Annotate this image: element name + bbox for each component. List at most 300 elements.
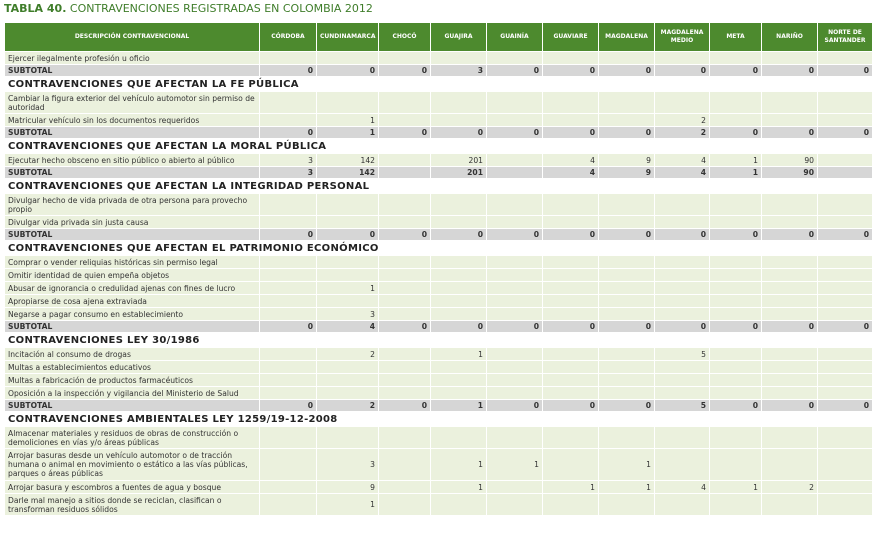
cell-value — [317, 256, 379, 269]
header-description: DESCRIPCIÓN CONTRAVENCIONAL — [5, 23, 260, 52]
cell-value: 2 — [655, 127, 710, 139]
cell-value: 9 — [317, 481, 379, 494]
cell-value — [260, 427, 317, 449]
cell-value: 1 — [543, 481, 599, 494]
cell-value — [543, 52, 599, 65]
cell-value — [379, 374, 431, 387]
cell-value: 0 — [710, 65, 762, 77]
subtotal-row — [5, 229, 873, 241]
cell-value — [317, 387, 379, 400]
cell-value: 4 — [655, 154, 710, 167]
cell-value — [762, 269, 818, 282]
cell-value — [762, 348, 818, 361]
table-row — [5, 269, 873, 282]
cell-value — [543, 114, 599, 127]
row-description: Multas a fabricación de productos farmacéuticos — [5, 374, 260, 387]
cell-value — [818, 481, 873, 494]
cell-value — [487, 295, 543, 308]
cell-value: 1 — [599, 481, 655, 494]
cell-value — [260, 494, 317, 516]
cell-value — [655, 427, 710, 449]
header-department: CÓRDOBA — [260, 23, 317, 52]
cell-value: 1 — [710, 154, 762, 167]
cell-value — [710, 308, 762, 321]
row-description: Abusar de ignorancia o credulidad ajenas con fines de lucro — [5, 282, 260, 295]
cell-value — [317, 216, 379, 229]
cell-value — [655, 374, 710, 387]
cell-value — [818, 449, 873, 481]
table-row — [5, 308, 873, 321]
section-title: CONTRAVENCIONES QUE AFECTAN LA MORAL PÚBLICA — [5, 139, 873, 154]
cell-value — [655, 269, 710, 282]
cell-value — [487, 269, 543, 282]
cell-value — [818, 92, 873, 114]
cell-value — [599, 295, 655, 308]
row-description: Comprar o vender reliquias históricas sin permiso legal — [5, 256, 260, 269]
cell-value: 0 — [543, 321, 599, 333]
cell-value — [487, 92, 543, 114]
cell-value — [260, 269, 317, 282]
subtotal-label: SUBTOTAL — [5, 167, 260, 179]
row-description: Divulgar hecho de vida privada de otra persona para provecho propio — [5, 194, 260, 216]
cell-value — [762, 256, 818, 269]
row-description: Almacenar materiales y residuos de obras de construcción o demoliciones en vías y/o áreas públicas — [5, 427, 260, 449]
cell-value — [543, 449, 599, 481]
table-number: TABLA 40. — [4, 2, 67, 15]
subtotal-row — [5, 321, 873, 333]
cell-value — [487, 282, 543, 295]
table-row — [5, 114, 873, 127]
section-title: CONTRAVENCIONES QUE AFECTAN EL PATRIMONIO ECONÓMICO — [5, 241, 873, 256]
cell-value: 0 — [599, 400, 655, 412]
cell-value — [710, 348, 762, 361]
cell-value — [762, 216, 818, 229]
cell-value — [543, 308, 599, 321]
cell-value — [379, 387, 431, 400]
cell-value — [431, 216, 487, 229]
cell-value: 4 — [317, 321, 379, 333]
cell-value — [543, 92, 599, 114]
cell-value: 5 — [655, 348, 710, 361]
cell-value — [379, 494, 431, 516]
cell-value: 1 — [487, 449, 543, 481]
cell-value — [487, 216, 543, 229]
cell-value — [655, 216, 710, 229]
cell-value — [379, 216, 431, 229]
cell-value: 2 — [317, 400, 379, 412]
cell-value: 4 — [543, 167, 599, 179]
cell-value: 0 — [762, 321, 818, 333]
cell-value — [599, 194, 655, 216]
cell-value: 1 — [317, 114, 379, 127]
cell-value: 0 — [599, 65, 655, 77]
cell-value: 1 — [317, 127, 379, 139]
cell-value — [431, 361, 487, 374]
subtotal-row — [5, 127, 873, 139]
cell-value: 3 — [260, 154, 317, 167]
cell-value: 0 — [487, 321, 543, 333]
cell-value: 0 — [762, 400, 818, 412]
row-description: Omitir identidad de quien empeña objetos — [5, 269, 260, 282]
cell-value — [379, 427, 431, 449]
cell-value — [379, 348, 431, 361]
cell-value: 1 — [710, 481, 762, 494]
cell-value — [710, 295, 762, 308]
table-row — [5, 216, 873, 229]
cell-value — [710, 194, 762, 216]
cell-value — [260, 216, 317, 229]
cell-value — [379, 295, 431, 308]
table-body — [5, 52, 873, 516]
cell-value: 0 — [818, 65, 873, 77]
table-row — [5, 494, 873, 516]
cell-value — [762, 361, 818, 374]
table-row — [5, 387, 873, 400]
cell-value — [487, 52, 543, 65]
cell-value — [710, 256, 762, 269]
subtotal-label: SUBTOTAL — [5, 65, 260, 77]
cell-value — [599, 52, 655, 65]
cell-value — [431, 194, 487, 216]
cell-value — [431, 308, 487, 321]
cell-value: 1 — [599, 449, 655, 481]
cell-value — [543, 216, 599, 229]
cell-value: 0 — [260, 321, 317, 333]
cell-value — [818, 374, 873, 387]
cell-value — [260, 92, 317, 114]
subtotal-label: SUBTOTAL — [5, 400, 260, 412]
cell-value — [599, 114, 655, 127]
cell-value — [655, 256, 710, 269]
table-row — [5, 256, 873, 269]
cell-value — [260, 52, 317, 65]
section-header-row — [5, 333, 873, 348]
cell-value — [543, 427, 599, 449]
cell-value — [762, 282, 818, 295]
cell-value — [599, 361, 655, 374]
table-row — [5, 481, 873, 494]
table-row — [5, 92, 873, 114]
cell-value — [543, 256, 599, 269]
cell-value: 0 — [543, 65, 599, 77]
cell-value — [599, 216, 655, 229]
cell-value: 0 — [762, 127, 818, 139]
cell-value: 0 — [260, 65, 317, 77]
cell-value — [655, 52, 710, 65]
cell-value — [599, 256, 655, 269]
table-row — [5, 374, 873, 387]
cell-value: 90 — [762, 154, 818, 167]
cell-value — [655, 295, 710, 308]
cell-value: 0 — [260, 400, 317, 412]
cell-value — [818, 348, 873, 361]
cell-value: 0 — [431, 321, 487, 333]
cell-value — [655, 449, 710, 481]
table-row — [5, 194, 873, 216]
cell-value: 0 — [818, 400, 873, 412]
cell-value — [431, 269, 487, 282]
cell-value — [487, 387, 543, 400]
cell-value — [487, 361, 543, 374]
table-row — [5, 52, 873, 65]
cell-value — [487, 494, 543, 516]
cell-value — [818, 269, 873, 282]
cell-value: 0 — [379, 400, 431, 412]
cell-value — [379, 114, 431, 127]
cell-value — [543, 361, 599, 374]
cell-value: 3 — [260, 167, 317, 179]
cell-value — [379, 194, 431, 216]
cell-value: 201 — [431, 154, 487, 167]
cell-value: 0 — [487, 400, 543, 412]
cell-value — [317, 194, 379, 216]
cell-value — [818, 194, 873, 216]
cell-value: 0 — [317, 229, 379, 241]
table-row — [5, 361, 873, 374]
cell-value — [379, 154, 431, 167]
cell-value — [260, 387, 317, 400]
cell-value: 0 — [710, 400, 762, 412]
cell-value — [818, 295, 873, 308]
cell-value — [487, 481, 543, 494]
cell-value — [379, 269, 431, 282]
cell-value — [317, 361, 379, 374]
cell-value — [431, 427, 487, 449]
row-description: Divulgar vida privada sin justa causa — [5, 216, 260, 229]
cell-value: 0 — [599, 229, 655, 241]
cell-value: 4 — [655, 481, 710, 494]
subtotal-label: SUBTOTAL — [5, 127, 260, 139]
cell-value — [818, 154, 873, 167]
cell-value — [710, 52, 762, 65]
section-title: CONTRAVENCIONES QUE AFECTAN LA INTEGRIDAD PERSONAL — [5, 179, 873, 194]
cell-value: 1 — [317, 282, 379, 295]
cell-value — [762, 92, 818, 114]
cell-value: 0 — [762, 229, 818, 241]
cell-value — [317, 269, 379, 282]
cell-value — [379, 449, 431, 481]
cell-value: 1 — [431, 449, 487, 481]
cell-value — [710, 269, 762, 282]
cell-value: 142 — [317, 154, 379, 167]
cell-value — [818, 114, 873, 127]
cell-value: 0 — [543, 229, 599, 241]
cell-value — [487, 114, 543, 127]
header-department: MAGDALENA — [599, 23, 655, 52]
cell-value: 0 — [710, 127, 762, 139]
table-row — [5, 154, 873, 167]
cell-value — [317, 427, 379, 449]
cell-value — [317, 295, 379, 308]
cell-value — [710, 92, 762, 114]
cell-value — [543, 494, 599, 516]
cell-value — [379, 282, 431, 295]
table-row — [5, 282, 873, 295]
cell-value: 0 — [710, 229, 762, 241]
cell-value — [260, 194, 317, 216]
cell-value: 0 — [762, 65, 818, 77]
cell-value: 0 — [599, 127, 655, 139]
cell-value — [487, 154, 543, 167]
cell-value — [379, 52, 431, 65]
cell-value — [260, 295, 317, 308]
subtotal-label: SUBTOTAL — [5, 321, 260, 333]
cell-value — [818, 167, 873, 179]
subtotal-row — [5, 65, 873, 77]
row-description: Arrojar basura y escombros a fuentes de agua y bosque — [5, 481, 260, 494]
cell-value — [379, 308, 431, 321]
cell-value — [487, 308, 543, 321]
cell-value — [818, 308, 873, 321]
row-description: Multas a establecimientos educativos — [5, 361, 260, 374]
cell-value — [379, 92, 431, 114]
cell-value — [818, 427, 873, 449]
cell-value — [710, 374, 762, 387]
cell-value: 9 — [599, 154, 655, 167]
header-department: CUNDINAMARCA — [317, 23, 379, 52]
cell-value: 0 — [431, 229, 487, 241]
cell-value: 4 — [655, 167, 710, 179]
cell-value — [379, 256, 431, 269]
cell-value — [818, 52, 873, 65]
cell-value: 1 — [710, 167, 762, 179]
cell-value — [487, 256, 543, 269]
cell-value — [543, 282, 599, 295]
cell-value — [599, 308, 655, 321]
row-description: Ejercer ilegalmente profesión u oficio — [5, 52, 260, 65]
cell-value — [431, 114, 487, 127]
cell-value — [818, 282, 873, 295]
cell-value — [762, 295, 818, 308]
cell-value — [379, 361, 431, 374]
header-department: NARIÑO — [762, 23, 818, 52]
cell-value: 1 — [317, 494, 379, 516]
cell-value: 1 — [431, 348, 487, 361]
cell-value — [431, 282, 487, 295]
subtotal-label: SUBTOTAL — [5, 229, 260, 241]
subtotal-row — [5, 167, 873, 179]
cell-value — [317, 52, 379, 65]
cell-value — [710, 114, 762, 127]
section-title: CONTRAVENCIONES AMBIENTALES LEY 1259/19-12-2008 — [5, 412, 873, 427]
section-header-row — [5, 77, 873, 92]
row-description: Incitación al consumo de drogas — [5, 348, 260, 361]
table-caption: CONTRAVENCIONES REGISTRADAS EN COLOMBIA 2012 — [69, 2, 373, 15]
header-department: CHOCÓ — [379, 23, 431, 52]
cell-value — [379, 481, 431, 494]
cell-value: 2 — [317, 348, 379, 361]
cell-value — [762, 194, 818, 216]
cell-value — [655, 494, 710, 516]
row-description: Arrojar basuras desde un vehículo automotor o de tracción humana o animal en movimiento o estático a las vías públicas, parques o áreas públicas — [5, 449, 260, 481]
cell-value — [710, 387, 762, 400]
header-department: META — [710, 23, 762, 52]
table-row — [5, 449, 873, 481]
cell-value: 0 — [487, 127, 543, 139]
cell-value — [260, 374, 317, 387]
cell-value — [710, 449, 762, 481]
subtotal-row — [5, 400, 873, 412]
cell-value: 201 — [431, 167, 487, 179]
cell-value — [762, 308, 818, 321]
cell-value — [655, 387, 710, 400]
section-header-row — [5, 139, 873, 154]
cell-value: 0 — [317, 65, 379, 77]
row-description: Oposición a la inspección y vigilancia del Ministerio de Salud — [5, 387, 260, 400]
cell-value — [317, 374, 379, 387]
cell-value: 0 — [655, 229, 710, 241]
cell-value — [431, 387, 487, 400]
table-row — [5, 348, 873, 361]
cell-value — [260, 114, 317, 127]
cell-value: 0 — [379, 65, 431, 77]
cell-value — [431, 256, 487, 269]
cell-value: 3 — [317, 449, 379, 481]
cell-value — [710, 361, 762, 374]
cell-value — [260, 348, 317, 361]
cell-value — [655, 308, 710, 321]
cell-value — [543, 374, 599, 387]
cell-value: 0 — [379, 321, 431, 333]
cell-value: 0 — [543, 400, 599, 412]
cell-value — [431, 295, 487, 308]
cell-value — [762, 374, 818, 387]
cell-value — [599, 387, 655, 400]
cell-value — [818, 361, 873, 374]
cell-value: 0 — [655, 65, 710, 77]
cell-value — [543, 269, 599, 282]
header-department: MAGDALENA MEDIO — [655, 23, 710, 52]
cell-value — [599, 427, 655, 449]
cell-value: 142 — [317, 167, 379, 179]
cell-value — [431, 374, 487, 387]
table-title — [0, 0, 875, 22]
cell-value — [655, 361, 710, 374]
cell-value — [762, 114, 818, 127]
section-title: CONTRAVENCIONES LEY 30/1986 — [5, 333, 873, 348]
cell-value — [543, 194, 599, 216]
row-description: Cambiar la figura exterior del vehículo automotor sin permiso de autoridad — [5, 92, 260, 114]
cell-value — [655, 92, 710, 114]
cell-value — [762, 494, 818, 516]
row-description: Ejecutar hecho obsceno en sitio público o abierto al público — [5, 154, 260, 167]
cell-value — [818, 256, 873, 269]
cell-value: 0 — [543, 127, 599, 139]
cell-value — [818, 216, 873, 229]
cell-value — [260, 361, 317, 374]
cell-value: 3 — [317, 308, 379, 321]
header-department: NORTE DE SANTANDER — [818, 23, 873, 52]
row-description: Negarse a pagar consumo en establecimiento — [5, 308, 260, 321]
cell-value: 0 — [818, 321, 873, 333]
row-description: Darle mal manejo a sitios donde se reciclan, clasifican o transforman residuos sólidos — [5, 494, 260, 516]
cell-value: 0 — [431, 127, 487, 139]
cell-value — [431, 92, 487, 114]
cell-value: 1 — [431, 481, 487, 494]
cell-value: 0 — [818, 127, 873, 139]
cell-value: 5 — [655, 400, 710, 412]
cell-value — [599, 269, 655, 282]
cell-value: 3 — [431, 65, 487, 77]
row-description: Apropiarse de cosa ajena extraviada — [5, 295, 260, 308]
header-department: GUAVIARE — [543, 23, 599, 52]
cell-value — [543, 348, 599, 361]
cell-value — [487, 374, 543, 387]
table-row — [5, 295, 873, 308]
cell-value — [260, 308, 317, 321]
cell-value — [599, 374, 655, 387]
cell-value: 90 — [762, 167, 818, 179]
